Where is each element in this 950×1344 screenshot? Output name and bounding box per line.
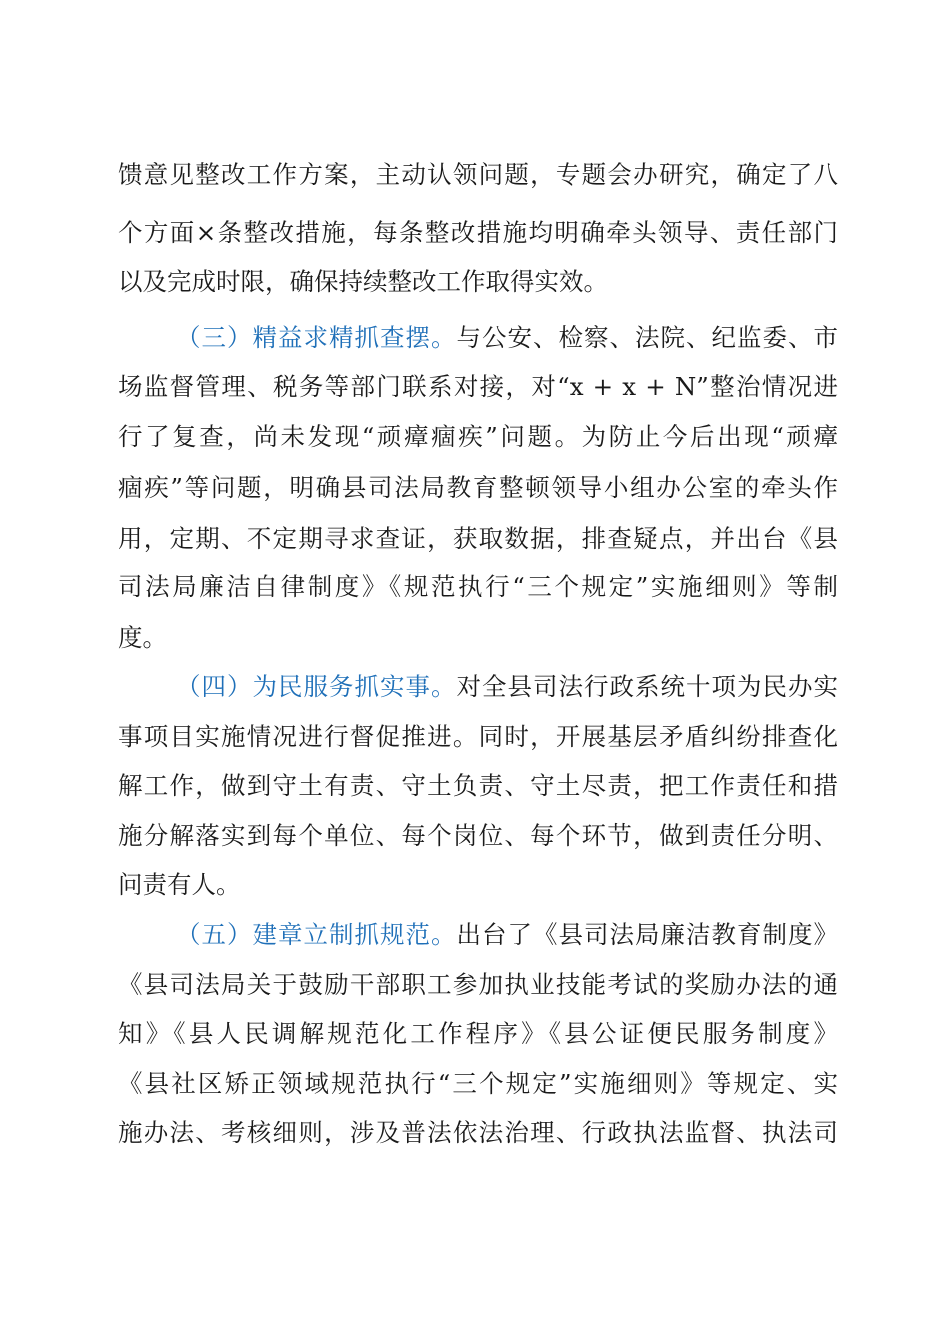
body-line <box>118 213 838 253</box>
body-line <box>118 262 838 302</box>
body-text: 施分解落实到每个单位、每个岗位、每个环节，做到责任分明、 <box>118 821 838 850</box>
body-line <box>118 618 838 658</box>
section-five-heading: （五）建章立制抓规范。 <box>176 920 457 949</box>
section-three-heading: （三）精益求精抓查摆。 <box>176 323 457 352</box>
body-text: 与公安、检察、法院、纪监委、市 <box>456 323 838 352</box>
body-text: 事项目实施情况进行督促推进。同时，开展基层矛盾纠纷排查化 <box>118 722 838 751</box>
body-line <box>118 1064 838 1104</box>
section-four-first-line <box>176 667 838 707</box>
body-text: 度。 <box>118 623 167 652</box>
body-text: 知》《县人民调解规范化工作程序》《县公证便民服务制度》 <box>118 1019 838 1048</box>
body-line <box>118 965 838 1005</box>
section-three-first-line <box>176 318 838 358</box>
body-text: 以及完成时限，确保持续整改工作取得实效。 <box>118 267 608 296</box>
body-text: 司法局廉洁自律制度》《规范执行“三个规定”实施细则》等制 <box>118 572 838 601</box>
body-line <box>118 766 838 806</box>
body-line <box>118 155 838 195</box>
body-text: 施办法、考核细则，涉及普法依法治理、行政执法监督、执法司 <box>118 1118 838 1147</box>
body-text: 《县司法局关于鼓励干部职工参加执业技能考试的奖励办法的通 <box>118 970 838 999</box>
body-line <box>118 367 838 407</box>
section-four-heading: （四）为民服务抓实事。 <box>176 672 457 701</box>
body-line <box>118 1014 838 1054</box>
body-line <box>118 1113 838 1153</box>
body-text: 《县社区矫正领域规范执行“三个规定”实施细则》等规定、实 <box>118 1069 838 1098</box>
body-text: 行了复查，尚未发现“顽瘴痼疾”问题。为防止今后出现“顽瘴 <box>118 422 838 451</box>
body-line <box>118 519 838 559</box>
body-line <box>118 816 838 856</box>
body-text: 对全县司法行政系统十项为民办实 <box>456 672 838 701</box>
body-text: 问责有人。 <box>118 870 241 899</box>
body-text: 出台了《县司法局廉洁教育制度》 <box>456 920 838 949</box>
body-text: 馈意见整改工作方案，主动认领问题，专题会办研究，确定了八 <box>118 160 838 189</box>
body-line <box>118 468 838 508</box>
body-line <box>118 865 838 905</box>
body-text: 场监督管理、税务等部门联系对接，对“x + x + N”整治情况进 <box>118 372 838 401</box>
section-five-first-line <box>176 915 838 955</box>
body-text: 个方面×条整改措施，每条整改措施均明确牵头领导、责任部门 <box>118 218 838 247</box>
body-text: 痼疾”等问题，明确县司法局教育整顿领导小组办公室的牵头作 <box>118 473 838 502</box>
body-line <box>118 717 838 757</box>
body-line <box>118 567 838 607</box>
body-line <box>118 417 838 457</box>
body-text: 解工作，做到守土有责、守土负责、守土尽责，把工作责任和措 <box>118 771 838 800</box>
body-text: 用，定期、不定期寻求查证，获取数据，排查疑点，并出台《县 <box>118 524 838 553</box>
